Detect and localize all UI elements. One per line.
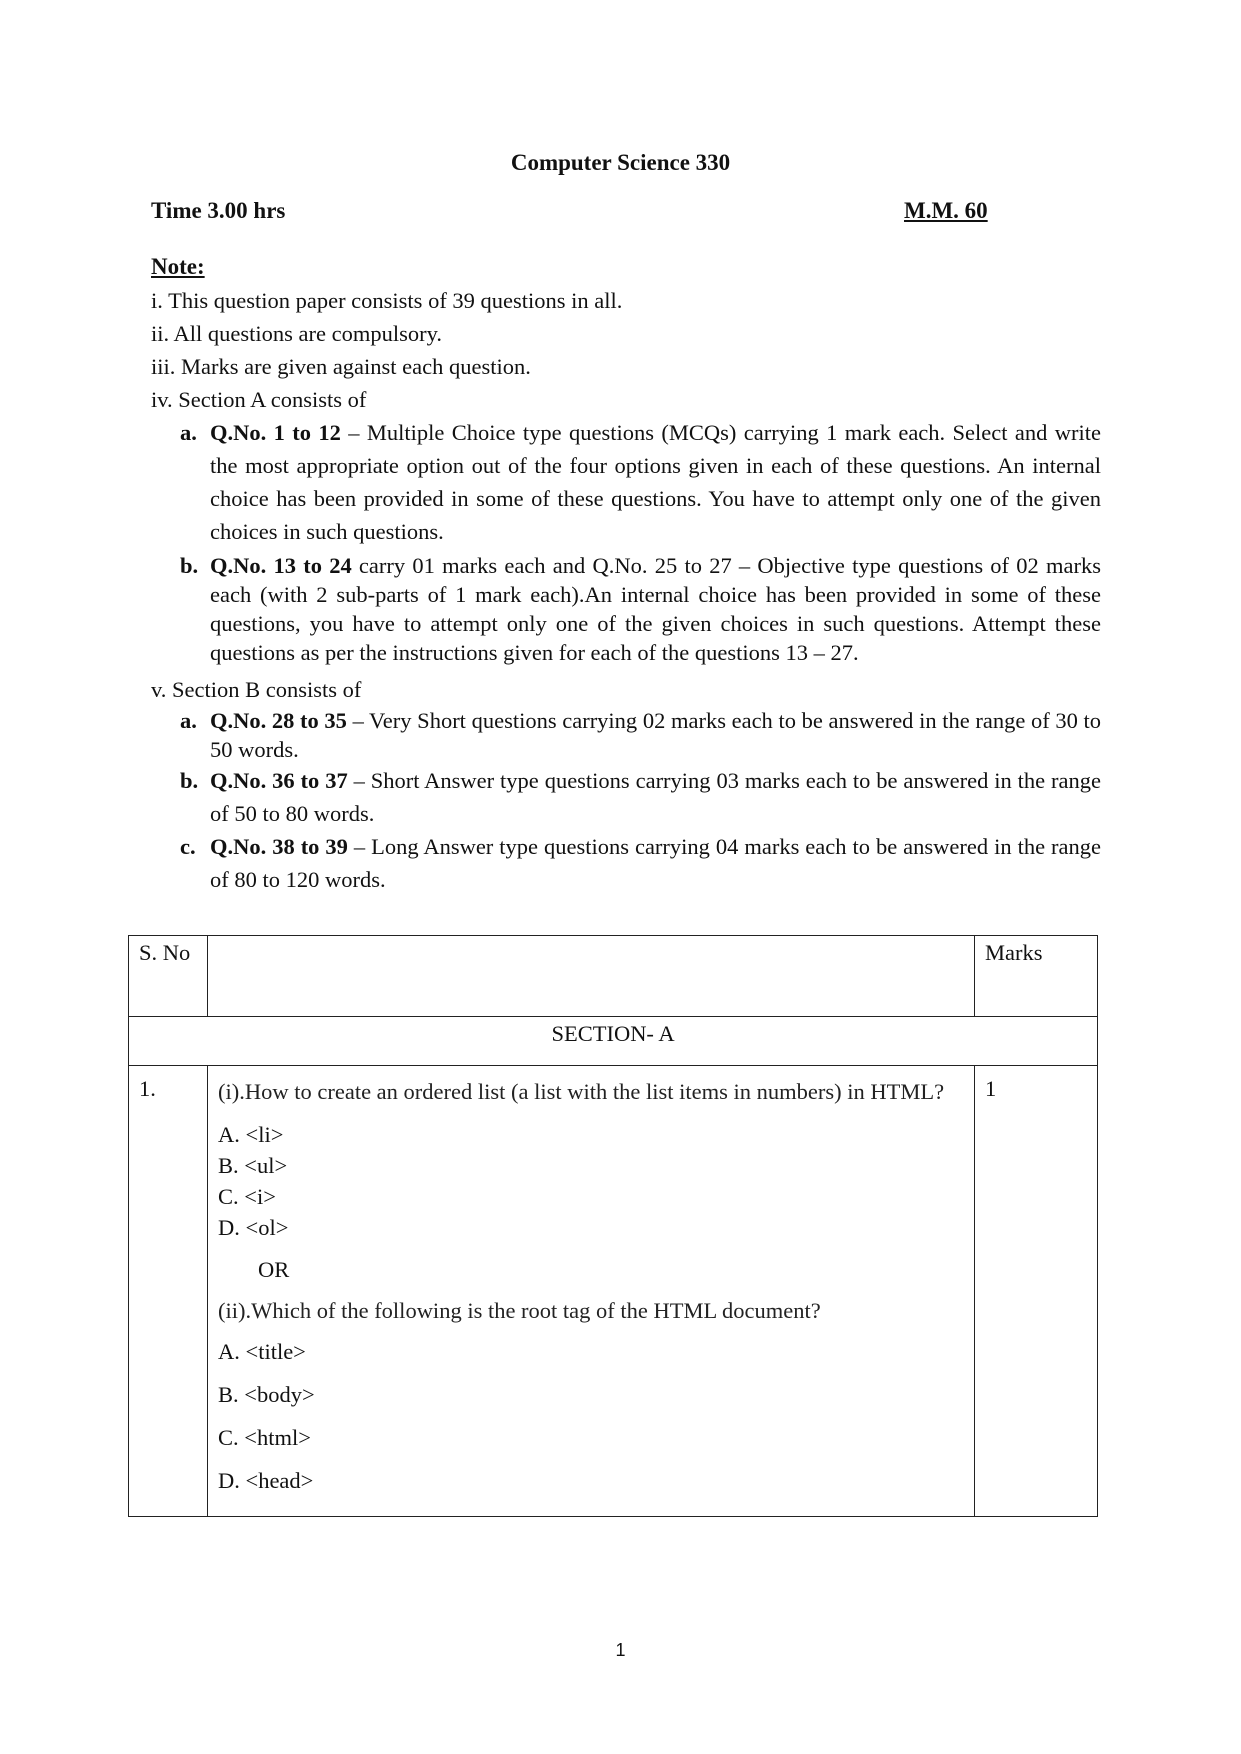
item-label: b. xyxy=(180,768,199,793)
question-text: (i).How to create an ordered list (a list with the list items in numbers) in HTML? xyxy=(218,1079,945,1104)
instructions xyxy=(151,284,1101,896)
table-row xyxy=(129,1066,1098,1517)
item-label: b. xyxy=(180,553,199,578)
question-marks: 1 xyxy=(975,1066,1098,1517)
header-marks: Marks xyxy=(975,936,1098,1017)
section-b-item xyxy=(151,764,1101,830)
section-a-item xyxy=(151,416,1101,548)
item-text: – Short Answer type questions carrying 03 marks each to be answered in the range of 50 to 80 words. xyxy=(210,768,1101,826)
option: A. <title> xyxy=(218,1339,306,1364)
table-header-row xyxy=(129,936,1098,1017)
section-row xyxy=(129,1017,1098,1066)
option: C. <i> xyxy=(218,1184,276,1209)
item-range: Q.No. 38 to 39 xyxy=(210,834,348,859)
section-a-item xyxy=(151,551,1101,667)
options-list xyxy=(218,1119,964,1243)
or-separator: OR xyxy=(258,1257,290,1282)
option: D. <head> xyxy=(218,1468,314,1493)
option: C. <html> xyxy=(218,1425,311,1450)
question-text: (ii).Which of the following is the root tag of the HTML document? xyxy=(218,1298,821,1323)
section-b-item xyxy=(151,830,1101,896)
question-number: 1. xyxy=(129,1066,208,1517)
time-allowed: Time 3.00 hrs xyxy=(151,198,286,223)
item-range: Q.No. 28 to 35 xyxy=(210,708,347,733)
instruction-item: iv. Section A consists of xyxy=(151,387,367,412)
header-question xyxy=(208,936,975,1017)
options-list xyxy=(218,1330,964,1502)
item-text: – Very Short questions carrying 02 marks each to be answered in the range of 30 to 50 words. xyxy=(210,708,1101,762)
section-title: SECTION- A xyxy=(129,1017,1098,1066)
questions-table xyxy=(128,935,1098,1517)
section-b-intro: v. Section B consists of xyxy=(151,677,362,702)
item-text: – Multiple Choice type questions (MCQs) carrying 1 mark each. Select and write the most appropriate option out of the four options given in each of these questions. An internal choice has been provided in some of these questions. You have to attempt only one of the given choices in such questions. xyxy=(210,420,1101,544)
option: A. <li> xyxy=(218,1122,284,1147)
option: D. <ol> xyxy=(218,1215,289,1240)
instruction-item: iii. Marks are given against each question. xyxy=(151,354,531,379)
item-text: – Long Answer type questions carrying 04 marks each to be answered in the range of 80 to 120 words. xyxy=(210,834,1101,892)
section-b-item xyxy=(151,706,1101,764)
item-range: Q.No. 36 to 37 xyxy=(210,768,348,793)
question-cell xyxy=(208,1066,975,1517)
item-text: carry 01 marks each and Q.No. 25 to 27 – Objective type questions of 02 marks each (with 2 sub-parts of 1 mark each).An internal choice has been provided in some of these questions, you have to attempt only one of the given choices in such questions. Attempt these questions as per the instructions given for each of the questions 13 – 27. xyxy=(210,553,1101,665)
item-label: c. xyxy=(180,834,196,859)
item-label: a. xyxy=(180,708,197,733)
item-range: Q.No. 13 to 24 xyxy=(210,553,352,578)
item-label: a. xyxy=(180,420,197,445)
item-range: Q.No. 1 to 12 xyxy=(210,420,341,445)
page-number: 1 xyxy=(615,1640,626,1660)
instruction-item: ii. All questions are compulsory. xyxy=(151,321,443,346)
paper-title: Computer Science 330 xyxy=(510,150,731,175)
instruction-item: i. This question paper consists of 39 questions in all. xyxy=(151,288,623,313)
max-marks: M.M. 60 xyxy=(904,198,988,223)
option: B. <ul> xyxy=(218,1153,288,1178)
option: B. <body> xyxy=(218,1382,315,1407)
header-sno: S. No xyxy=(129,936,208,1017)
note-heading: Note: xyxy=(151,254,205,279)
